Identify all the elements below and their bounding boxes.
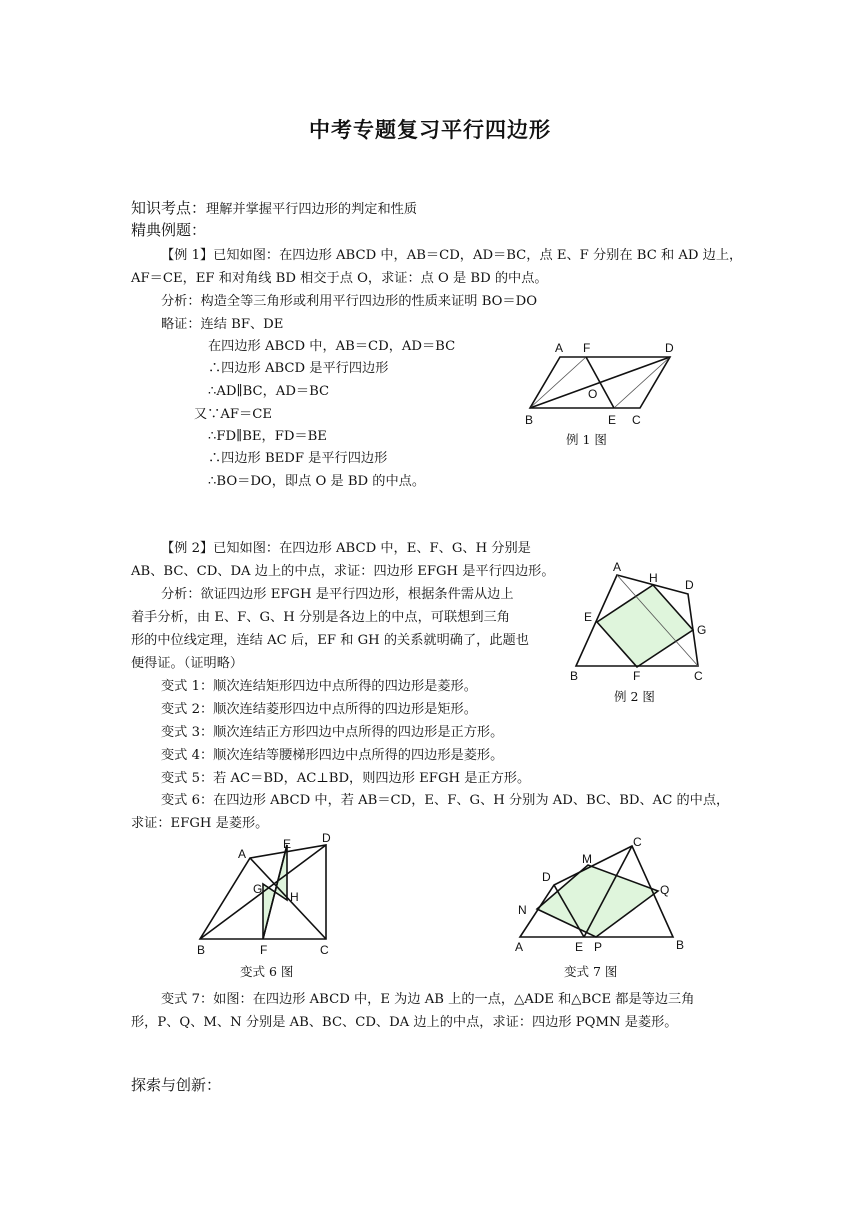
ex2-label-c: C — [694, 669, 703, 683]
ex1-proof-1: 在四边形 ABCD 中，AB＝CD，AD＝BC — [208, 339, 456, 354]
variant6-diagonal-ac — [250, 858, 326, 939]
variant6-label-b: B — [197, 943, 206, 957]
variant6-label-g: G — [253, 882, 263, 896]
variant7-label-e: E — [575, 940, 584, 954]
variant7-label-b: B — [676, 938, 685, 952]
ex2-label-h: H — [649, 571, 658, 585]
variant6-label-f: F — [260, 943, 268, 957]
variant6-line2: 求证：EFGH 是菱形。 — [131, 816, 269, 831]
ex1-proof-2: ∴四边形 ABCD 是平行四边形 — [208, 361, 389, 376]
variant-2: 变式 2：顺次连结菱形四边中点所得的四边形是矩形。 — [161, 702, 477, 717]
ex1-proof-5: ∴FD∥BE，FD＝BE — [208, 429, 327, 444]
variant7-quad-pqmn — [537, 865, 658, 937]
variant6-figure — [190, 828, 350, 958]
variant6-label-d: D — [322, 831, 331, 845]
ex1-line1: 【例 1】已知如图：在四边形 ABCD 中，AB＝CD，AD＝BC，点 E、F 分别在 BC 和 AD 边上， — [161, 248, 743, 263]
variant-4: 变式 4：顺次连结等腰梯形四边中点所得的四边形是菱形。 — [161, 748, 504, 763]
ex2-line-5: 便得证。（证明略） — [131, 656, 244, 671]
variant7-line1: 变式 7：如图：在四边形 ABCD 中，E 为边 AB 上的一点，△ADE 和△BCE 都是等边三角 — [161, 992, 695, 1007]
ex1-figure-caption: 例 1 图 — [566, 432, 607, 447]
ex1-label-d: D — [665, 341, 674, 355]
variant6-label-c: C — [320, 943, 329, 957]
variant6-label-h: H — [290, 890, 299, 904]
ex2-label-f: F — [633, 669, 641, 683]
ex1-label-e: E — [608, 413, 617, 427]
ex2-label-g: G — [697, 623, 707, 637]
variant7-figure-caption: 变式 7 图 — [564, 964, 618, 979]
page-title: 中考专题复习平行四边形 — [309, 118, 551, 142]
ex2-quad-efgh — [597, 585, 693, 667]
variant6-line1: 变式 6：在四边形 ABCD 中，若 AB＝CD，E、F、G、H 分别为 AD、BC、BD、AC 的中点， — [161, 793, 730, 808]
knowledge-text: 理解并掌握平行四边形的判定和性质 — [206, 202, 418, 217]
variant-1: 变式 1：顺次连结矩形四边中点所得的四边形是菱形。 — [161, 679, 477, 694]
ex1-proof-0: 略证：连结 BF、DE — [161, 317, 284, 332]
ex1-segment-bf — [530, 357, 586, 408]
knowledge-label: 知识考点： — [131, 199, 207, 217]
ex2-figure — [564, 560, 724, 690]
variant6-label-a: A — [238, 847, 247, 861]
ex1-proof-3: ∴AD∥BC，AD＝BC — [208, 384, 330, 399]
ex2-label-a: A — [613, 560, 622, 574]
ex1-segment-de — [614, 357, 670, 408]
ex2-figure-caption: 例 2 图 — [614, 689, 655, 704]
ex2-line-0: 【例 2】已知如图：在四边形 ABCD 中，E、F、G、H 分别是 — [161, 541, 531, 556]
ex1-label-f: F — [583, 341, 591, 355]
ex1-proof-7: ∴BO＝DO，即点 O 是 BD 的中点。 — [208, 474, 426, 489]
knowledge-row — [131, 197, 417, 218]
variant6-figure-caption: 变式 6 图 — [240, 964, 294, 979]
ex1-proof-6: ∴四边形 BEDF 是平行四边形 — [208, 451, 388, 466]
variant7-line2: 形，P、Q、M、N 分别是 AB、BC、CD、DA 边上的中点，求证：四边形 PQMN 是菱形。 — [131, 1015, 678, 1030]
ex1-line2: AF＝CE，EF 和对角线 BD 相交于点 O，求证：点 O 是 BD 的中点。 — [131, 271, 548, 286]
variant7-figure — [508, 832, 698, 957]
variant7-label-a: A — [515, 940, 524, 954]
ex2-label-b: B — [570, 669, 579, 683]
ex1-label-a: A — [555, 341, 564, 355]
ex2-line-4: 形的中位线定理，连结 AC 后，EF 和 GH 的关系就明确了，此题也 — [131, 633, 529, 648]
ex1-analysis: 分析：构造全等三角形或利用平行四边形的性质来证明 BO＝DO — [161, 294, 538, 309]
ex1-proof-4: 又∵AF＝CE — [194, 407, 272, 422]
ex1-label-o: O — [588, 387, 598, 401]
explore-heading: 探索与创新： — [131, 1076, 222, 1094]
ex2-label-e: E — [584, 610, 593, 624]
variant7-label-d: D — [542, 870, 551, 884]
ex2-label-d: D — [685, 578, 694, 592]
variant6-label-e: E — [283, 837, 292, 851]
examples-heading: 精典例题： — [131, 221, 207, 239]
variant-5: 变式 5：若 AC＝BD，AC⊥BD，则四边形 EFGH 是正方形。 — [161, 771, 531, 786]
variant7-label-m: M — [582, 852, 592, 866]
ex1-label-c: C — [632, 413, 641, 427]
ex2-line-3: 着手分析，由 E、F、G、H 分别是各边上的中点，可联想到三角 — [131, 610, 510, 625]
ex2-line-2: 分析：欲证四边形 EFGH 是平行四边形，根据条件需从边上 — [161, 587, 514, 602]
ex1-label-b: B — [525, 413, 534, 427]
ex2-line-1: AB、BC、CD、DA 边上的中点，求证：四边形 EFGH 是平行四边形。 — [131, 564, 555, 579]
variant7-label-n: N — [518, 903, 527, 917]
ex1-figure — [520, 338, 700, 448]
variant-3: 变式 3：顺次连结正方形四边中点所得的四边形是正方形。 — [161, 725, 504, 740]
variant7-label-c: C — [633, 835, 642, 849]
variant7-label-p: P — [594, 940, 603, 954]
variant7-label-q: Q — [660, 883, 670, 897]
